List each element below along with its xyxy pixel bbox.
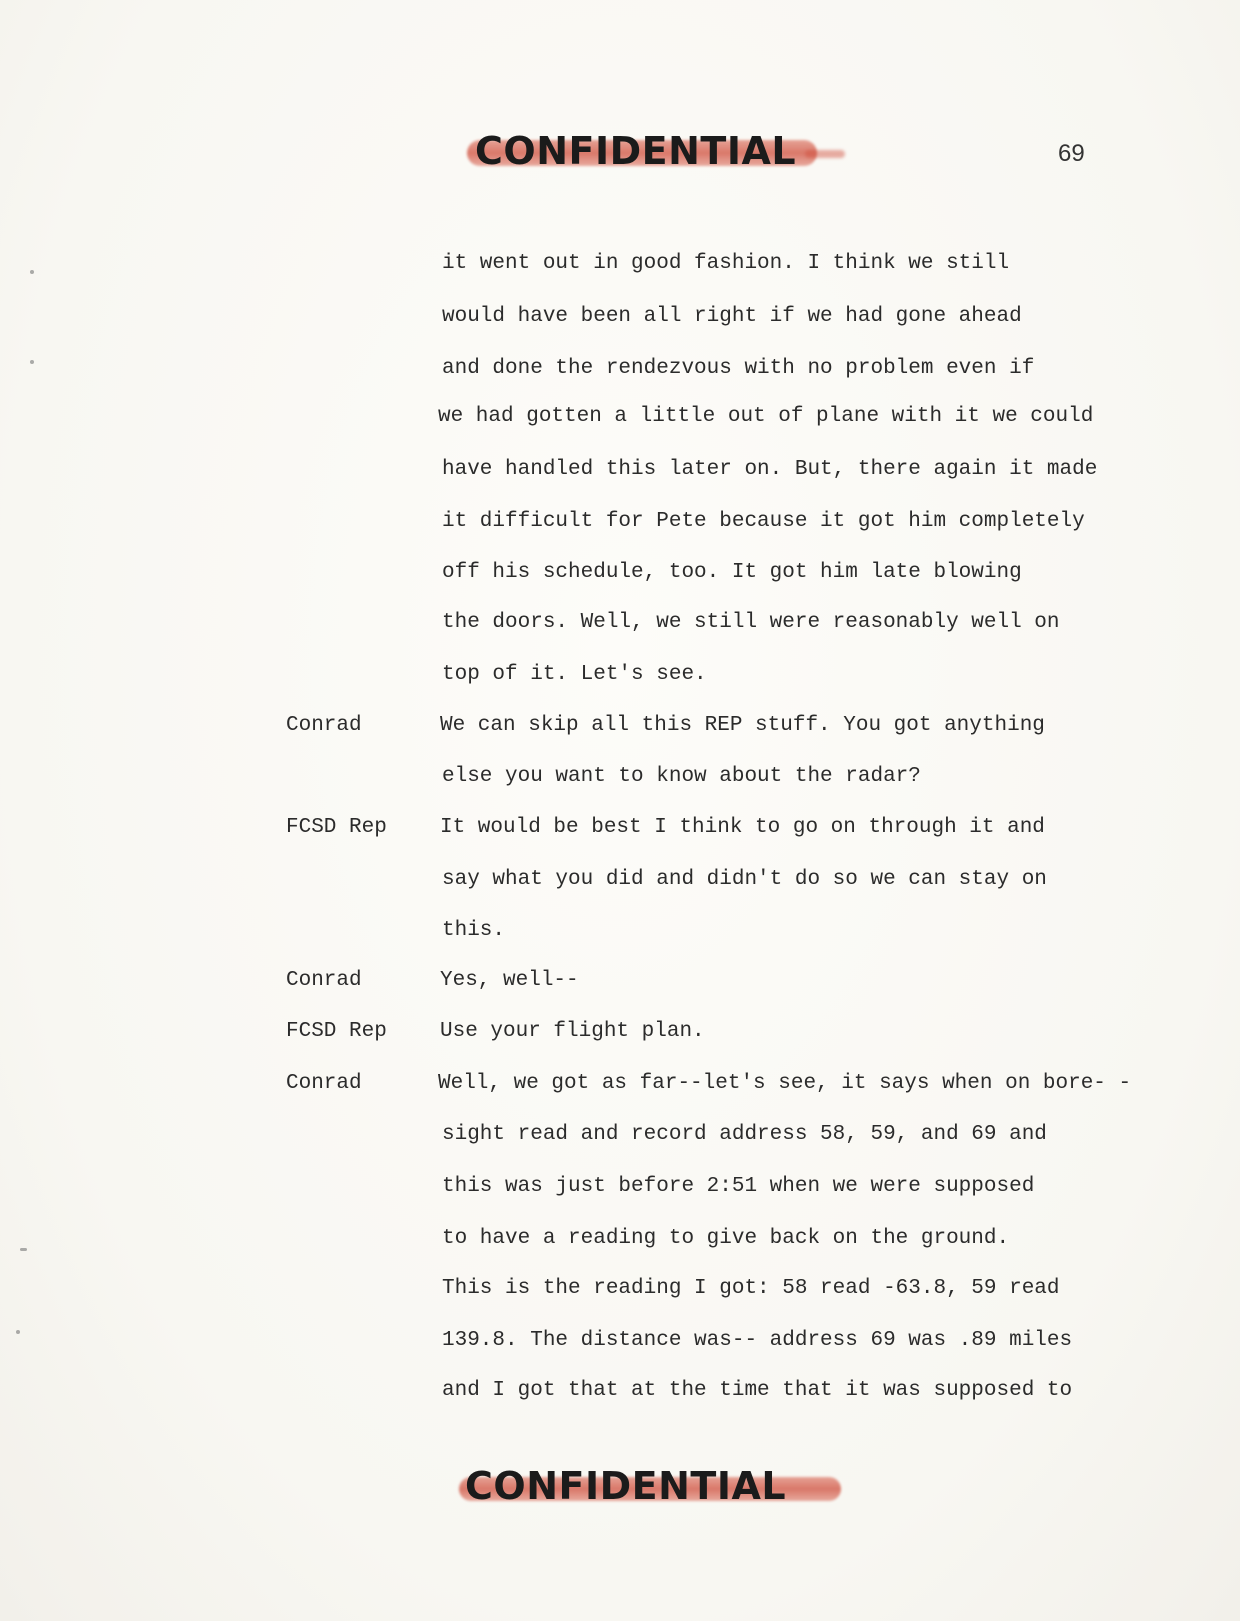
red-ink-smear-tail: [805, 150, 845, 158]
transcript-line: Yes, well--: [440, 969, 579, 992]
transcript-line: Use your flight plan.: [440, 1020, 705, 1043]
margin-speck: [30, 270, 34, 274]
speaker-label: Conrad: [286, 1072, 362, 1095]
speaker-label: Conrad: [286, 969, 362, 992]
speaker-label: FCSD Rep: [286, 1020, 387, 1043]
confidential-label-top: CONFIDENTIAL: [475, 129, 797, 173]
transcript-line: top of it. Let's see.: [442, 663, 707, 686]
margin-speck: [16, 1330, 20, 1334]
transcript-line: and done the rendezvous with no problem even if: [442, 357, 1035, 380]
transcript-line: the doors. Well, we still were reasonably well on: [442, 611, 1060, 634]
transcript-line: 139.8. The distance was-- address 69 was .89 miles: [442, 1329, 1073, 1352]
transcript-line: we had gotten a little out of plane with it we could: [438, 405, 1094, 428]
transcript-line: This is the reading I got: 58 read -63.8, 59 read: [442, 1277, 1060, 1300]
transcript-line: It would be best I think to go on through it and: [440, 816, 1045, 839]
transcript-line: Well, we got as far--let's see, it says when on bore- -: [438, 1072, 1132, 1095]
transcript-line: it went out in good fashion. I think we still: [442, 252, 1010, 275]
speaker-label: Conrad: [286, 714, 362, 737]
transcript-line: have handled this later on. But, there again it made: [442, 458, 1098, 481]
transcript-line: We can skip all this REP stuff. You got anything: [440, 714, 1045, 737]
transcript-line: say what you did and didn't do so we can stay on: [442, 868, 1047, 891]
transcript-line: would have been all right if we had gone ahead: [442, 305, 1022, 328]
transcript-line: off his schedule, too. It got him late blowing: [442, 561, 1022, 584]
confidential-label-bottom: CONFIDENTIAL: [465, 1464, 787, 1508]
margin-speck: [30, 360, 34, 364]
transcript-line: it difficult for Pete because it got him completely: [442, 510, 1085, 533]
confidential-stamp-top: [475, 128, 875, 174]
transcript-line: this.: [442, 919, 506, 942]
transcript-line: and I got that at the time that it was supposed to: [442, 1379, 1073, 1402]
page-number: 69: [1058, 140, 1085, 167]
transcript-line: to have a reading to give back on the ground.: [442, 1227, 1010, 1250]
transcript-line: this was just before 2:51 when we were supposed: [442, 1175, 1035, 1198]
speaker-label: FCSD Rep: [286, 816, 387, 839]
transcript-line: sight read and record address 58, 59, and 69 and: [442, 1123, 1047, 1146]
transcript-line: else you want to know about the radar?: [442, 765, 921, 788]
confidential-stamp-bottom: [465, 1463, 865, 1509]
margin-speck: [20, 1248, 27, 1251]
